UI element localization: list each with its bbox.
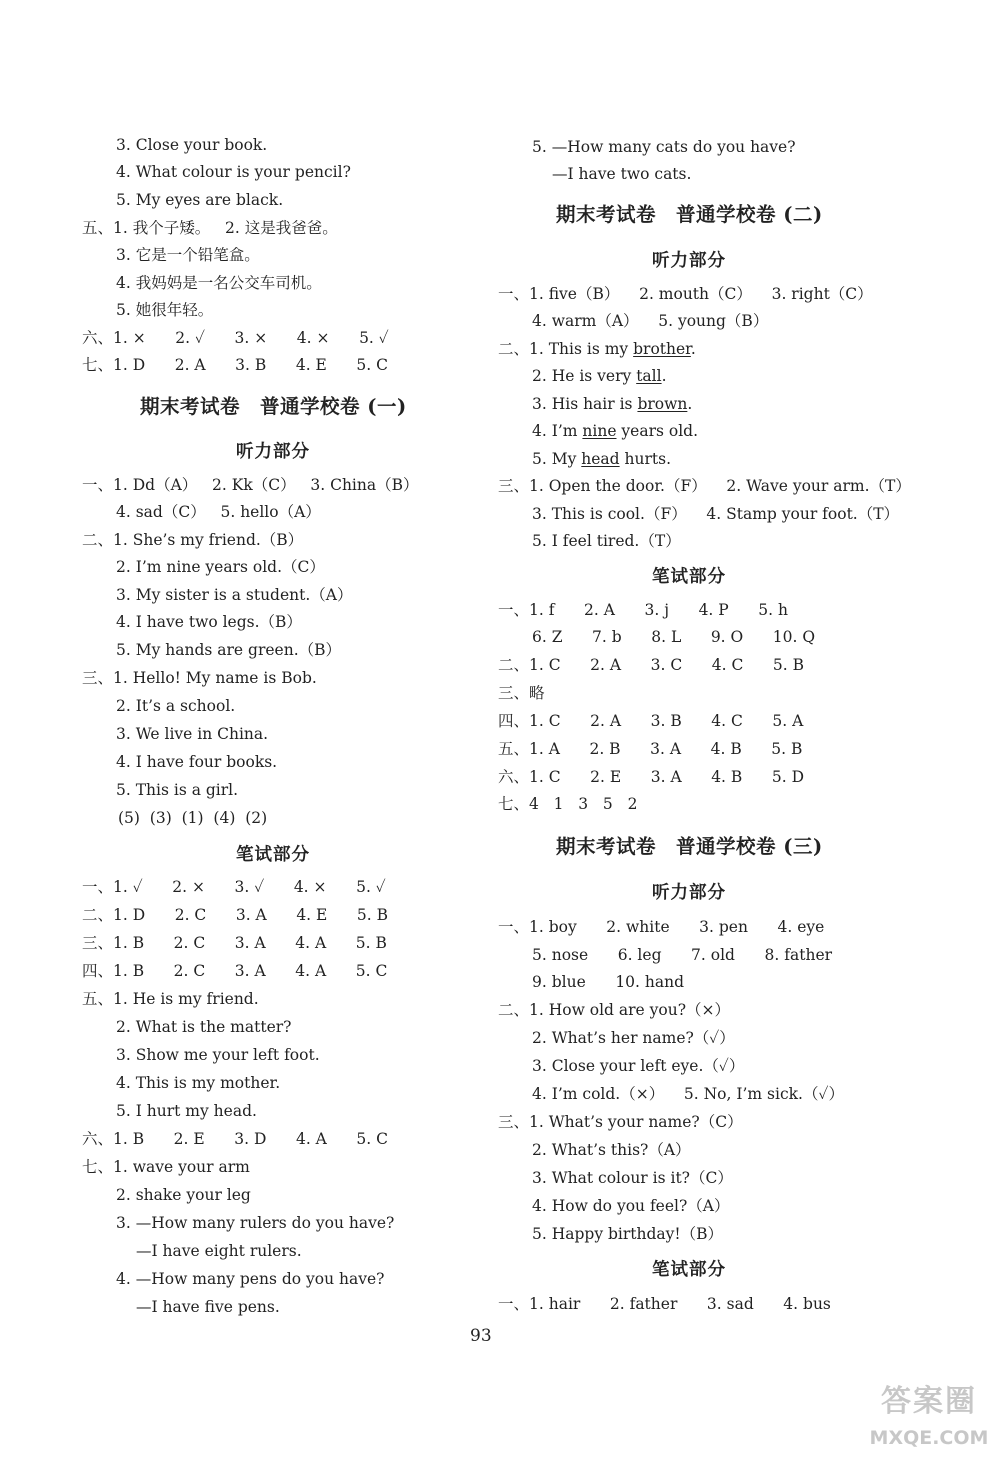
answer-line: 3. —How many rulers do you have? bbox=[116, 1214, 395, 1232]
answer-line-text: . bbox=[687, 395, 693, 413]
answer-line: 六、1. × 2. ✓ 3. × 4. × 5. ✓ bbox=[82, 329, 389, 347]
answer-line: 七、4 1 3 5 2 bbox=[498, 795, 638, 813]
answer-line-text: . bbox=[661, 367, 667, 385]
answer-line: 3. 它是一个铅笔盒。 bbox=[116, 246, 260, 264]
watermark-logo-text: 答案圈 bbox=[881, 1384, 977, 1419]
answer-line-text: years old. bbox=[616, 422, 699, 440]
answer-line bbox=[532, 421, 698, 441]
part-heading: 笔试部分 bbox=[652, 1260, 726, 1280]
answer-line-text: . bbox=[690, 340, 696, 358]
answer-line: 4. What colour is your pencil? bbox=[116, 163, 351, 181]
answer-line: 6. Z 7. b 8. L 9. O 10. Q bbox=[532, 628, 816, 646]
watermark-site-text: MXQE.COM bbox=[869, 1427, 989, 1449]
answer-line: —I have two cats. bbox=[552, 165, 692, 183]
answer-line: 四、1. B 2. C 3. A 4. A 5. C bbox=[82, 962, 388, 980]
answer-line: 5. Happy birthday!（B） bbox=[532, 1225, 724, 1243]
answer-line: 5. This is a girl. bbox=[116, 781, 239, 799]
underlined-word: nine bbox=[582, 422, 617, 440]
watermark-logo bbox=[862, 1382, 996, 1458]
answer-line: 五、1. He is my friend. bbox=[82, 990, 259, 1008]
answer-line: 3. We live in China. bbox=[116, 725, 269, 743]
part-heading: 笔试部分 bbox=[236, 845, 310, 865]
part-heading: 笔试部分 bbox=[652, 567, 726, 587]
answer-line: 三、1. Open the door.（F） 2. Wave your arm.（T） bbox=[498, 477, 911, 495]
answer-line: 二、1. How old are you?（×） bbox=[498, 1001, 731, 1019]
underlined-word: brown bbox=[637, 395, 688, 413]
part-heading: 听力部分 bbox=[652, 251, 726, 271]
answer-line: 六、1. C 2. E 3. A 4. B 5. D bbox=[498, 768, 805, 786]
answer-line: 五、1. 我个子矮。 2. 这是我爸爸。 bbox=[82, 219, 338, 237]
answer-line: 七、1. wave your arm bbox=[82, 1158, 250, 1176]
answer-line: 2. What’s this?（A） bbox=[532, 1141, 691, 1159]
answer-line: 4. sad（C） 5. hello（A） bbox=[116, 503, 321, 521]
answer-line-text: 4. I’m bbox=[532, 422, 583, 440]
answer-line: 四、1. C 2. A 3. B 4. C 5. A bbox=[498, 712, 804, 730]
answer-line: 三、1. B 2. C 3. A 4. A 5. B bbox=[82, 934, 387, 952]
answer-line: 三、1. Hello! My name is Bob. bbox=[82, 669, 317, 687]
answer-line: 五、1. A 2. B 3. A 4. B 5. B bbox=[498, 740, 803, 758]
answer-line: 3. This is cool.（F） 4. Stamp your foot.（T） bbox=[532, 505, 900, 523]
answer-line: 一、1. ✓ 2. × 3. ✓ 4. × 5. ✓ bbox=[82, 878, 386, 896]
answer-line: 2. I’m nine years old.（C） bbox=[116, 558, 325, 576]
answer-line: 5. I feel tired.（T） bbox=[532, 532, 681, 550]
section-title: 期末考试卷 普通学校卷 (一) bbox=[140, 395, 407, 418]
answer-line: 4. I have two legs.（B） bbox=[116, 613, 302, 631]
answer-line: 5. 她很年轻。 bbox=[116, 301, 214, 319]
answer-line: 2. It’s a school. bbox=[116, 697, 236, 715]
answer-line: —I have eight rulers. bbox=[136, 1242, 302, 1260]
answer-line: 2. What is the matter? bbox=[116, 1018, 292, 1036]
answer-line: 4. warm（A） 5. young（B） bbox=[532, 312, 769, 330]
answer-line bbox=[532, 394, 692, 414]
part-heading: 听力部分 bbox=[236, 442, 310, 462]
answer-line: 二、1. D 2. C 3. A 4. E 5. B bbox=[82, 906, 389, 924]
section-title: 期末考试卷 普通学校卷 (二) bbox=[556, 203, 823, 226]
answer-line: —I have five pens. bbox=[136, 1298, 280, 1316]
answer-line: 一、1. boy 2. white 3. pen 4. eye bbox=[498, 918, 825, 936]
answer-line: 5. My eyes are black. bbox=[116, 191, 284, 209]
answer-line-text: 5. My bbox=[532, 450, 582, 468]
answer-line-text: 二、1. This is my bbox=[498, 340, 634, 358]
answer-line: 5. nose 6. leg 7. old 8. father bbox=[532, 946, 833, 964]
answer-line: 5. —How many cats do you have? bbox=[532, 138, 796, 156]
answer-line: 4. This is my mother. bbox=[116, 1074, 281, 1092]
answer-line: 三、略 bbox=[498, 684, 545, 702]
answer-line: 5. My hands are green.（B） bbox=[116, 641, 342, 659]
answer-line: 一、1. five（B） 2. mouth（C） 3. right（C） bbox=[498, 285, 873, 303]
answer-line: 4. I’m cold.（×） 5. No, I’m sick.（✓） bbox=[532, 1085, 844, 1103]
answer-line bbox=[532, 366, 667, 386]
answer-line: 4. How do you feel?（A） bbox=[532, 1197, 730, 1215]
answer-line: 六、1. B 2. E 3. D 4. A 5. C bbox=[82, 1130, 389, 1148]
answer-line-text: 2. He is very bbox=[532, 367, 637, 385]
answer-line: 5. I hurt my head. bbox=[116, 1102, 257, 1120]
answer-line-text: 3. His hair is bbox=[532, 395, 638, 413]
answer-line-text: hurts. bbox=[619, 450, 672, 468]
part-heading: 听力部分 bbox=[652, 883, 726, 903]
answer-line: (5) (3) (1) (4) (2) bbox=[118, 809, 268, 827]
answer-line: 一、1. Dd（A） 2. Kk（C） 3. China（B） bbox=[82, 476, 419, 494]
answer-line: 一、1. f 2. A 3. j 4. P 5. h bbox=[498, 601, 788, 619]
underlined-word: brother bbox=[633, 340, 691, 358]
answer-line: 9. blue 10. hand bbox=[532, 973, 685, 991]
answer-line: 一、1. hair 2. father 3. sad 4. bus bbox=[498, 1295, 831, 1313]
answer-line: 3. Close your book. bbox=[116, 136, 268, 154]
answer-line: 2. What’s her name?（✓） bbox=[532, 1029, 735, 1047]
answer-line: 3. My sister is a student.（A） bbox=[116, 586, 353, 604]
underlined-word: head bbox=[581, 450, 620, 468]
answer-line bbox=[498, 339, 696, 359]
answer-line: 二、1. She’s my friend.（B） bbox=[82, 531, 304, 549]
answer-line: 4. I have four books. bbox=[116, 753, 278, 771]
answer-line: 二、1. C 2. A 3. C 4. C 5. B bbox=[498, 656, 804, 674]
answer-line: 3. Close your left eye.（✓） bbox=[532, 1057, 745, 1075]
answer-line: 4. 我妈妈是一名公交车司机。 bbox=[116, 274, 322, 292]
section-title: 期末考试卷 普通学校卷 (三) bbox=[556, 835, 823, 858]
answer-line: 三、1. What’s your name?（C） bbox=[498, 1113, 743, 1131]
answer-line: 2. shake your leg bbox=[116, 1186, 251, 1204]
answer-line: 3. Show me your left foot. bbox=[116, 1046, 320, 1064]
answer-line: 七、1. D 2. A 3. B 4. E 5. C bbox=[82, 356, 389, 374]
answer-line: 3. What colour is it?（C） bbox=[532, 1169, 733, 1187]
underlined-word: tall bbox=[636, 367, 662, 385]
page-number: 93 bbox=[470, 1326, 492, 1346]
answer-line bbox=[532, 449, 671, 469]
answer-line: 4. —How many pens do you have? bbox=[116, 1270, 385, 1288]
